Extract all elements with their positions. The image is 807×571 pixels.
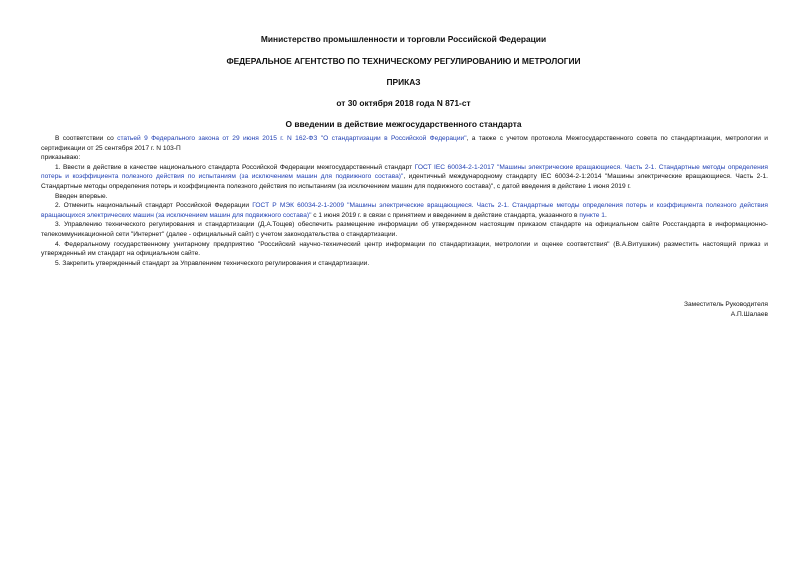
- intro-paragraph: [41, 134, 768, 153]
- gost-iec-link[interactable]: ГОСТ IEC 60034-2-1-2017 "Машины электрические вращающиеся. Часть 2-1. Стандартные методы определения потерь и коэффициента полезного действия по испытаниям (за исключением машин для подвижного состава)": [41, 163, 768, 181]
- item-4-paragraph: 4. Федеральному государственному унитарному предприятию "Российский научно-технический центр информации по стандартизации, метрологии и оценке соответствия" (В.А.Витушкин) разместить настоящий приказ и утвержденный им стандарт на официальном сайте.: [41, 240, 768, 258]
- item-1-paragraph: [41, 163, 768, 192]
- item-2-text-3: .: [604, 211, 607, 219]
- ministry-heading: Министерство промышленности и торговли Российской Федерации: [260, 34, 547, 44]
- federal-law-link[interactable]: статьей 9 Федерального закона от 29 июня 2015 г. N 162-ФЗ "О стандартизации в Российской Федерации": [117, 135, 467, 142]
- intro-text-2: , а также с учетом протокола Межгосударственного совета по стандартизации, метрологии и сертификации от 25 сентября 2017 г. N 103-П: [41, 135, 768, 152]
- item-2-text-1: 2. Отменить национальный стандарт Российской Федерации: [55, 202, 253, 210]
- item-1-text-1: 1. Ввести в действие в качестве национального стандарта Российской Федерации межгосударственный стандарт: [55, 163, 415, 171]
- item-1-text-2: , идентичный международному стандарту IEC 60034-2-1:2014 "Машины электрические вращающиеся. Часть 2-1. Стандартные методы определения потерь и коэффициента полезного действия по испытаниям (за исключением машин для подвижного состава)", с датой введения в действие 1 июня 2019 г.: [41, 173, 768, 190]
- intro-text-1: В соответствии со: [55, 135, 118, 142]
- first-time-note: Введен впервые.: [55, 192, 108, 200]
- doc-type-heading: ПРИКАЗ: [386, 77, 421, 87]
- signatory-position: Заместитель Руководителя: [684, 301, 768, 308]
- item-5-paragraph: 5. Закрепить утвержденный стандарт за Управлением технического регулирования и стандартизации.: [55, 259, 370, 267]
- subject-heading: О введении в действие межгосударственного стандарта: [285, 119, 522, 129]
- agency-heading: ФЕДЕРАЛЬНОЕ АГЕНТСТВО ПО ТЕХНИЧЕСКОМУ РЕГУЛИРОВАНИЮ И МЕТРОЛОГИИ: [226, 56, 581, 66]
- signatory-name: А.П.Шалаев: [730, 310, 768, 318]
- order-body: [41, 134, 768, 268]
- item-2-paragraph: [41, 201, 768, 220]
- item-3-paragraph: 3. Управлению технического регулирования и стандартизации (Д.А.Тощев) обеспечить размещение информации об утвержденном настоящим приказом стандарте на официальном сайте Росстандарта в информационно-телекоммуникационной сети "Интернет" (далее - официальный сайт) с учетом законодательства о стандартизации.: [41, 221, 768, 238]
- item-2-text-2: с 1 июня 2019 г. в связи с принятием и введением в действие стандарта, указанного в: [311, 211, 580, 219]
- gost-r-mek-link[interactable]: ГОСТ Р МЭК 60034-2-1-2009 "Машины электрические вращающиеся. Часть 2-1. Стандартные методы определения потерь и коэффициента полезного действия вращающихся электрических машин (за исключением машин для подвижного состава)": [41, 202, 769, 219]
- date-number-heading: от 30 октября 2018 года N 871-ст: [336, 98, 471, 108]
- order-word: приказываю:: [41, 154, 81, 162]
- signature-block: [684, 300, 768, 319]
- item-1-reference-link[interactable]: пункте 1: [579, 211, 605, 219]
